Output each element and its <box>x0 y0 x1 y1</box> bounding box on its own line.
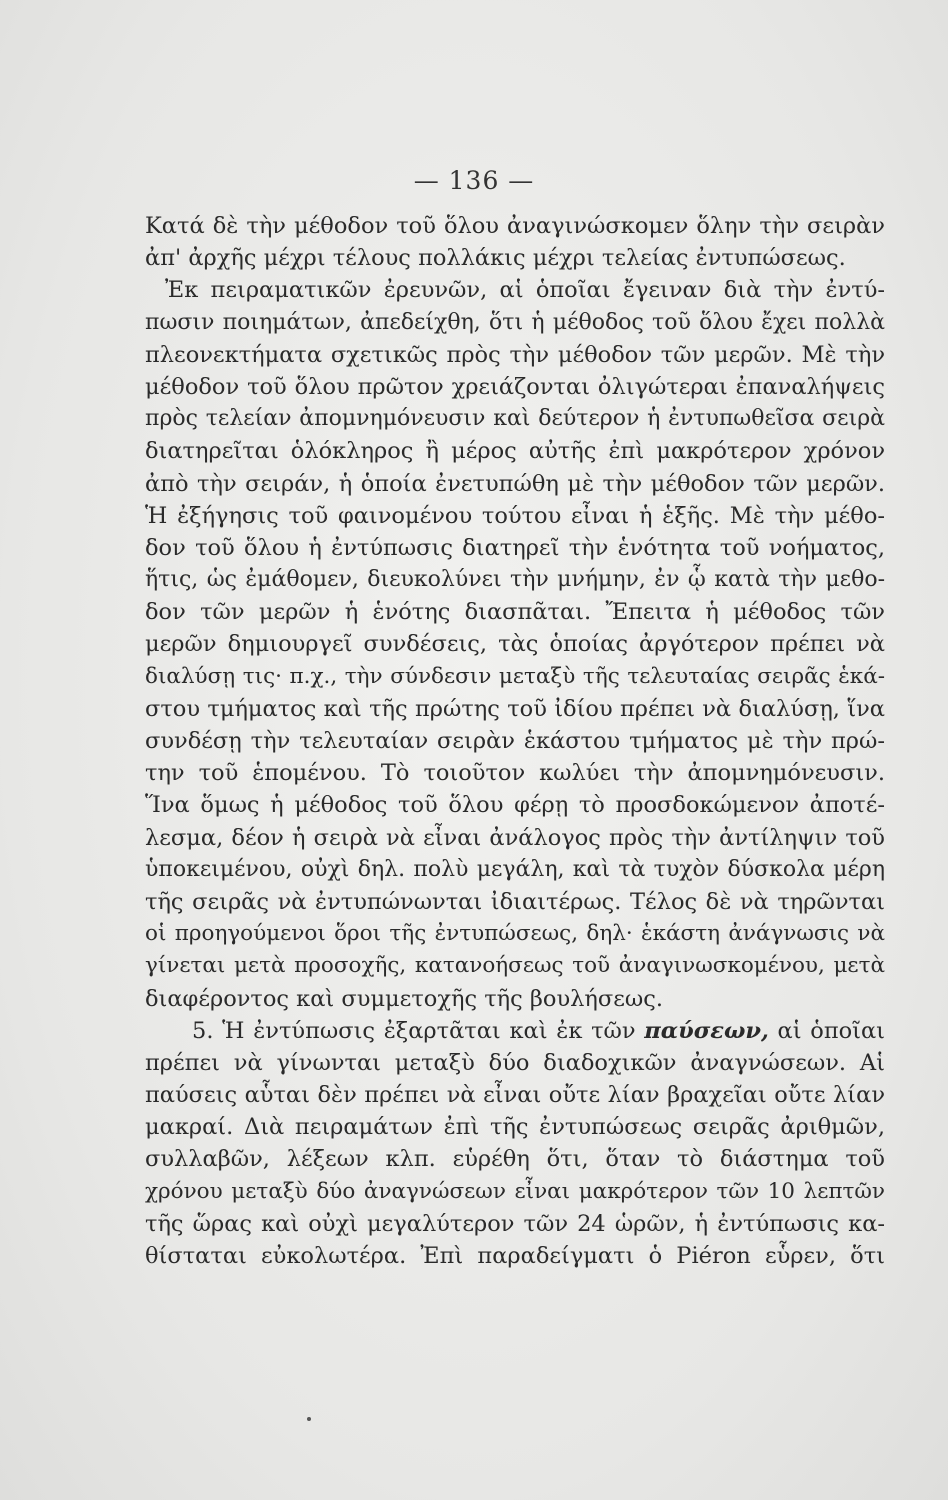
text-line: δον τοῦ ὅλου ἡ ἐντύπωσις διατηρεῖ τὴν ἑνότητα τοῦ νοήματος, <box>145 534 885 561</box>
text-line: ἀπ' ἀρχῆς μέχρι τέλους πολλάκις μέχρι τελείας ἐντυπώσεως. <box>145 245 846 272</box>
text-line: πρὸς τελείαν ἀπομνημόνευσιν καὶ δεύτερον ἡ ἐντυπωθεῖσα σειρὰ <box>145 406 885 432</box>
text-line: διαφέροντος καὶ συμμετοχῆς τῆς βουλήσεως. <box>145 985 663 1012</box>
text-line: συνδέσῃ τὴν τελευταίαν σειρὰν ἑκάστου τμήματος μὲ τὴν πρώ- <box>145 728 885 754</box>
text-line: Ἐκ πειραματικῶν ἐρευνῶν, αἱ ὁποῖαι ἔγειναν διὰ τὴν ἐντύ- <box>165 277 885 304</box>
text-line: πλεονεκτήματα σχετικῶς πρὸς τὴν μέθοδον τῶν μερῶν. Μὲ τὴν <box>145 341 885 368</box>
text-line: στου τμήματος καὶ τῆς πρώτης τοῦ ἰδίου πρέπει νὰ διαλύσῃ, ἵνα <box>145 695 885 722</box>
emphasized-term: παύσεων, <box>644 1017 769 1044</box>
text-line: λεσμα, δέον ἡ σειρὰ νὰ εἶναι ἀνάλογος πρὸς τὴν ἀντίληψιν τοῦ <box>145 824 885 851</box>
text-line: τῆς ὥρας καὶ οὐχὶ μεγαλύτερον τῶν 24 ὡρῶν, ἡ ἐντύπωσις κα- <box>145 1210 885 1237</box>
text-line: θίσταται εὐκολωτέρα. Ἐπὶ παραδείγματι ὁ Piéron εὗρεν, ὅτι <box>145 1243 885 1269</box>
text-line: πρέπει νὰ γίνωνται μεταξὺ δύο διαδοχικῶν ἀναγνώσεων. Αἱ <box>145 1049 885 1076</box>
text-segment: 5. Ἡ ἐντύπωσις ἐξαρτᾶται καὶ ἐκ τῶν <box>192 1017 645 1044</box>
text-line: μέθοδον τοῦ ὅλου πρῶτον χρειάζονται ὀλιγώτεραι ἐπαναλήψεις <box>145 373 885 400</box>
text-line: πωσιν ποιημάτων, ἀπεδείχθη, ὅτι ἡ μέθοδος τοῦ ὅλου ἔχει πολλὰ <box>145 309 885 335</box>
text-line: δον τῶν μερῶν ἡ ἑνότης διασπᾶται. Ἔπειτα ἡ μέθοδος τῶν <box>145 599 885 626</box>
text-line: διαλύσῃ τις· π.χ., τὴν σύνδεσιν μεταξὺ τῆς τελευταίας σειρᾶς ἑκά- <box>145 663 885 689</box>
text-line: μακραί. Διὰ πειραμάτων ἐπὶ τῆς ἐντυπώσεως σειρᾶς ἀριθμῶν, <box>145 1114 885 1141</box>
text-line <box>145 1015 885 1047</box>
text-line: γίνεται μετὰ προσοχῆς, κατανοήσεως τοῦ ἀναγινωσκομένου, μετὰ <box>145 953 885 979</box>
text-line: ὑποκειμένου, οὐχὶ δηλ. πολὺ μεγάλη, καὶ τὰ τυχὸν δύσκολα μέρη <box>145 856 885 882</box>
text-line: τῆς σειρᾶς νὰ ἐντυπώνωνται ἰδιαιτέρως. Τέλος δὲ νὰ τηρῶνται <box>145 888 885 915</box>
text-line: χρόνου μεταξὺ δύο ἀναγνώσεων εἶναι μακρότερον τῶν 10 λεπτῶν <box>145 1178 885 1204</box>
text-line: συλλαβῶν, λέξεων κλπ. εὑρέθη ὅτι, ὅταν τὸ διάστημα τοῦ <box>145 1146 885 1173</box>
text-line: Ἡ ἐξήγησις τοῦ φαινομένου τούτου εἶναι ἡ ἑξῆς. Μὲ τὴν μέθο- <box>145 502 885 529</box>
text-line: ἀπὸ τὴν σειράν, ἡ ὁποία ἐνετυπώθη μὲ τὴν μέθοδον τῶν μερῶν. <box>145 470 885 497</box>
page-number: — 136 — <box>413 166 535 195</box>
text-line: διατηρεῖται ὁλόκληρος ἢ μέρος αὐτῆς ἐπὶ μακρότερον χρόνον <box>145 438 885 465</box>
text-line: μερῶν δημιουργεῖ συνδέσεις, τὰς ὁποίας ἀργότερον πρέπει νὰ <box>145 631 885 658</box>
text-line: Ἵνα ὅμως ἡ μέθοδος τοῦ ὅλου φέρῃ τὸ προσδοκώμενον ἀποτέ- <box>145 792 885 819</box>
text-line: ἥτις, ὡς ἐμάθομεν, διευκολύνει τὴν μνήμην, ἐν ᾧ κατὰ τὴν μεθο- <box>145 567 885 593</box>
text-line: οἱ προηγούμενοι ὅροι τῆς ἐντυπώσεως, δηλ· ἑκάστη ἀνάγνωσις νὰ <box>145 921 885 947</box>
print-speck <box>307 1417 311 1421</box>
text-line: την τοῦ ἑπομένου. Τὸ τοιοῦτον κωλύει τὴν ἀπομνημόνευσιν. <box>145 760 885 787</box>
text-line: παύσεις αὗται δὲν πρέπει νὰ εἶναι οὔτε λίαν βραχεῖαι οὔτε λίαν <box>145 1082 885 1109</box>
body-text <box>145 210 885 1272</box>
text-line: Κατά δὲ τὴν μέθοδον τοῦ ὅλου ἀναγινώσκομεν ὅλην τὴν σειρὰν <box>145 213 885 239</box>
text-segment: αἱ ὁποῖαι <box>768 1017 885 1044</box>
